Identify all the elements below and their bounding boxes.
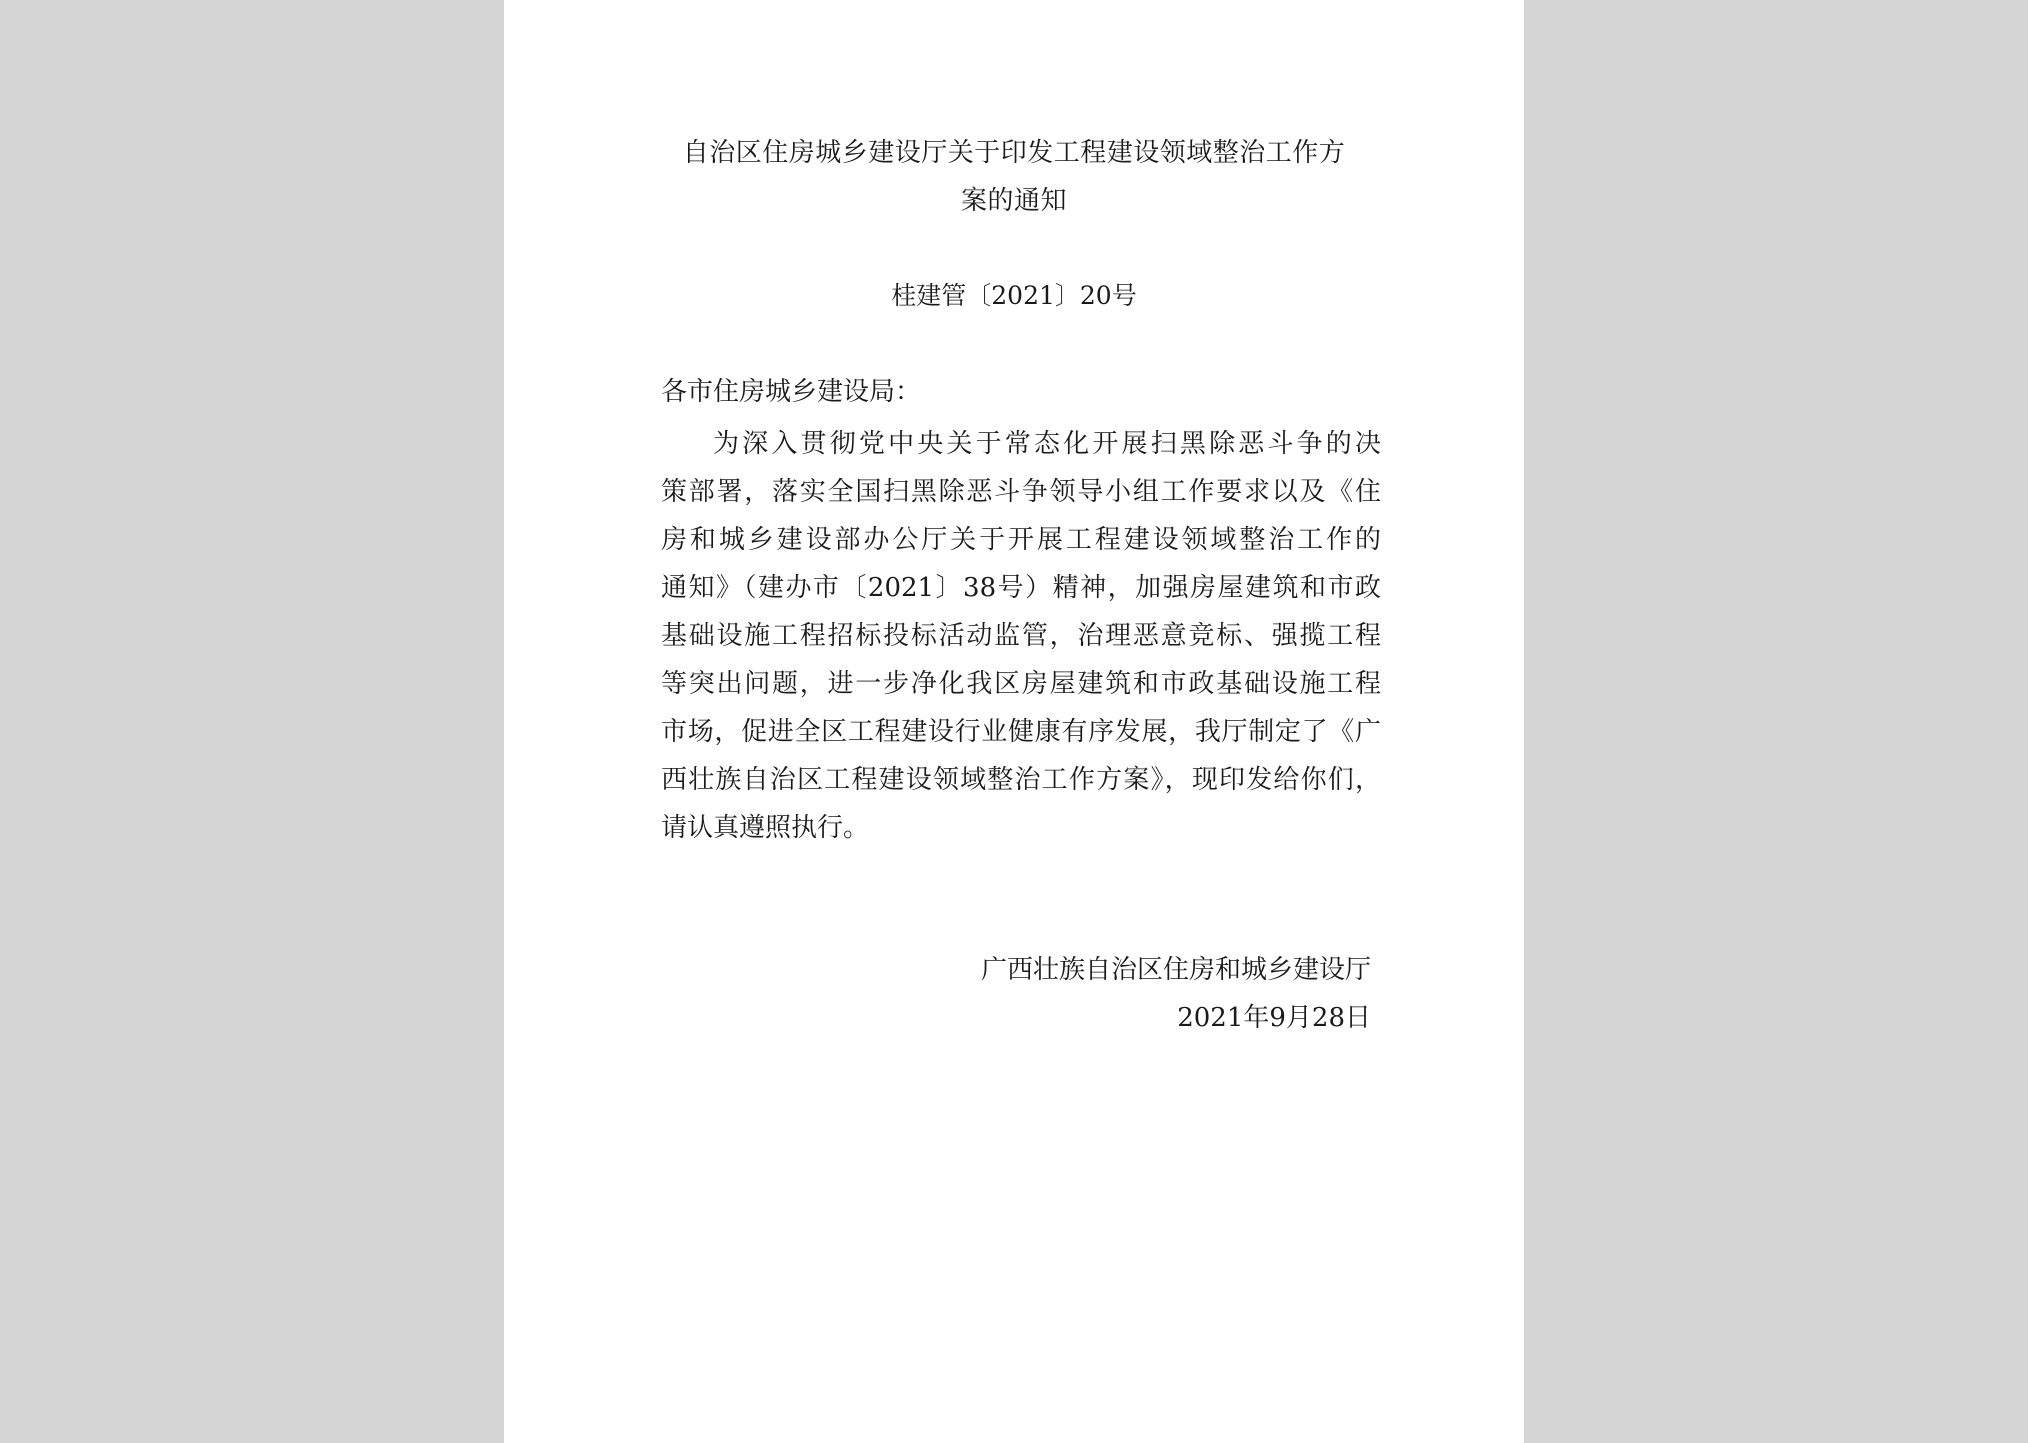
body-line: 通知》（建办市〔2021〕38号）精神，加强房屋建筑和市政 <box>661 573 1381 603</box>
document-title-line-1: 自治区住房城乡建设厅关于印发工程建设领域整治工作方 <box>682 138 1346 168</box>
signature-date: 2021年9月28日 <box>1177 1003 1371 1033</box>
body-line: 为深入贯彻党中央关于常态化开展扫黑除恶斗争的决 <box>713 429 1381 459</box>
body-line: 市场，促进全区工程建设行业健康有序发展，我厅制定了《广 <box>661 717 1381 747</box>
document-number: 桂建管〔2021〕20号 <box>891 281 1137 310</box>
body-line: 房和城乡建设部办公厅关于开展工程建设领域整治工作的 <box>661 525 1381 555</box>
body-line: 基础设施工程招标投标活动监管，治理恶意竞标、强揽工程 <box>661 621 1381 651</box>
body-line: 策部署，落实全国扫黑除恶斗争领导小组工作要求以及《住 <box>661 477 1381 507</box>
document-page <box>504 0 1524 1443</box>
document-title-line-2: 案的通知 <box>960 186 1067 216</box>
body-line: 西壮族自治区工程建设领域整治工作方案》，现印发给你们， <box>661 765 1381 795</box>
body-line: 请认真遵照执行。 <box>661 813 870 843</box>
body-paragraph <box>661 420 1381 852</box>
salutation: 各市住房城乡建设局： <box>661 377 922 407</box>
signature-organization: 广西壮族自治区住房和城乡建设厅 <box>980 955 1371 985</box>
body-line: 等突出问题，进一步净化我区房屋建筑和市政基础设施工程 <box>661 669 1381 699</box>
